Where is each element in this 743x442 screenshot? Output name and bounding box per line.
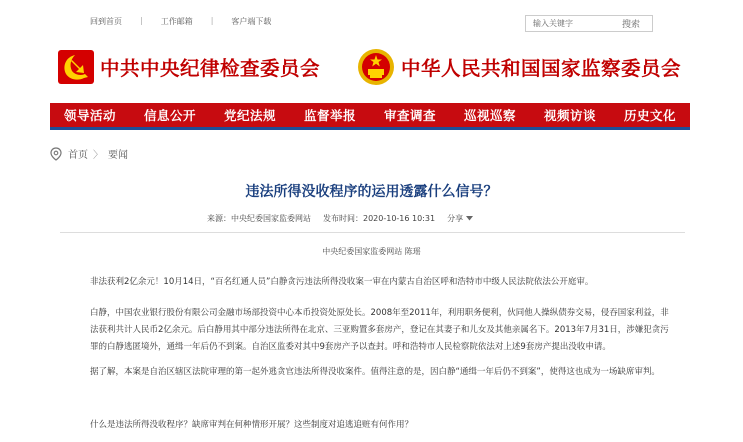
search-box [525, 15, 653, 32]
org-name-ccdi: 中共中央纪律检查委员会 [100, 57, 321, 80]
client-download-link[interactable]: 客户端下载 [231, 17, 272, 26]
share-dropdown[interactable] [447, 213, 473, 224]
breadcrumb-home[interactable]: 首页 [68, 150, 88, 161]
article-time: 发布时间：2020-10-16 10:31 [323, 214, 436, 223]
top-links [90, 16, 289, 27]
article-title: 违法所得没收程序的运用透露什么信号？ [245, 184, 498, 200]
nav-item-reporting[interactable]: 监督举报 [303, 108, 356, 123]
nsc-logo[interactable] [357, 48, 681, 86]
search-button[interactable]: 搜索 [622, 20, 641, 30]
nav-item-leadership[interactable]: 领导活动 [63, 108, 116, 123]
article-meta [207, 213, 485, 224]
national-emblem-icon [357, 48, 395, 86]
nav-item-inspection[interactable]: 巡视巡察 [463, 108, 516, 123]
nav-item-history[interactable]: 历史文化 [623, 108, 676, 123]
divider: | [140, 16, 143, 25]
divider: | [210, 16, 214, 25]
breadcrumb-current[interactable]: 要闻 [108, 150, 128, 161]
nav-item-disclosure[interactable]: 信息公开 [143, 108, 196, 123]
ccdi-logo[interactable] [58, 50, 320, 84]
chevron-down-icon [466, 216, 473, 221]
nav-item-regulations[interactable]: 党纪法规 [223, 108, 276, 123]
breadcrumb-separator: 〉 [93, 150, 103, 161]
work-email-link[interactable]: 工作邮箱 [160, 17, 193, 26]
article-source: 来源：中央纪委国家监委网站 [207, 214, 311, 223]
nav-item-video[interactable]: 视频访谈 [543, 108, 596, 123]
article-paragraph-2: 白静，中国农业银行股份有限公司金融市场部投资中心本币投资处原处长。2008年至2011年，利用职务便利，伙同他人操纵债券交易，侵吞国家利益，非法获利共计人民币2亿余元。后白静用其中部分违法所得在北京、三亚购置多套房产，登记在其妻子和儿女及其他亲属名下。2013年7月31日，涉嫌犯贪污罪的白静逃匿境外，通缉一年后仍不到案。自治区监委对其中9套房产予以查封。呼和浩特市人民检察院依法对上述9套房产提出没收申请。 [90, 308, 669, 352]
location-pin-icon [50, 147, 62, 161]
article-paragraph-4: 什么是违法所得没收程序？缺席审判在何种情形开展？这些制度对追逃追赃有何作用？ [90, 420, 414, 430]
org-name-nsc: 中华人民共和国国家监察委员会 [401, 57, 682, 80]
home-link[interactable]: 回到首页 [90, 17, 122, 26]
share-label: 分享 [447, 214, 464, 223]
article-paragraph-3: 据了解，本案是自治区辖区法院审理的第一起外逃贪官违法所得没收案件。值得注意的是，因白静“通缉一年后仍不到案”，使得这也成为一场缺席审判。 [90, 367, 660, 377]
breadcrumb [50, 146, 690, 161]
party-emblem-icon [58, 50, 94, 84]
article-paragraph-1: 非法获利2亿余元！10月14日，“百名红通人员”白静贪污违法所得没收案一审在内蒙古自治区呼和浩特市中级人民法院依法公开庭审。 [90, 277, 594, 287]
main-nav [50, 103, 690, 130]
divider [60, 232, 685, 233]
article-author: 中央纪委国家监委网站 陈瑶 [322, 247, 421, 256]
nav-item-investigation[interactable]: 审查调查 [383, 108, 436, 123]
search-input[interactable] [526, 16, 618, 31]
